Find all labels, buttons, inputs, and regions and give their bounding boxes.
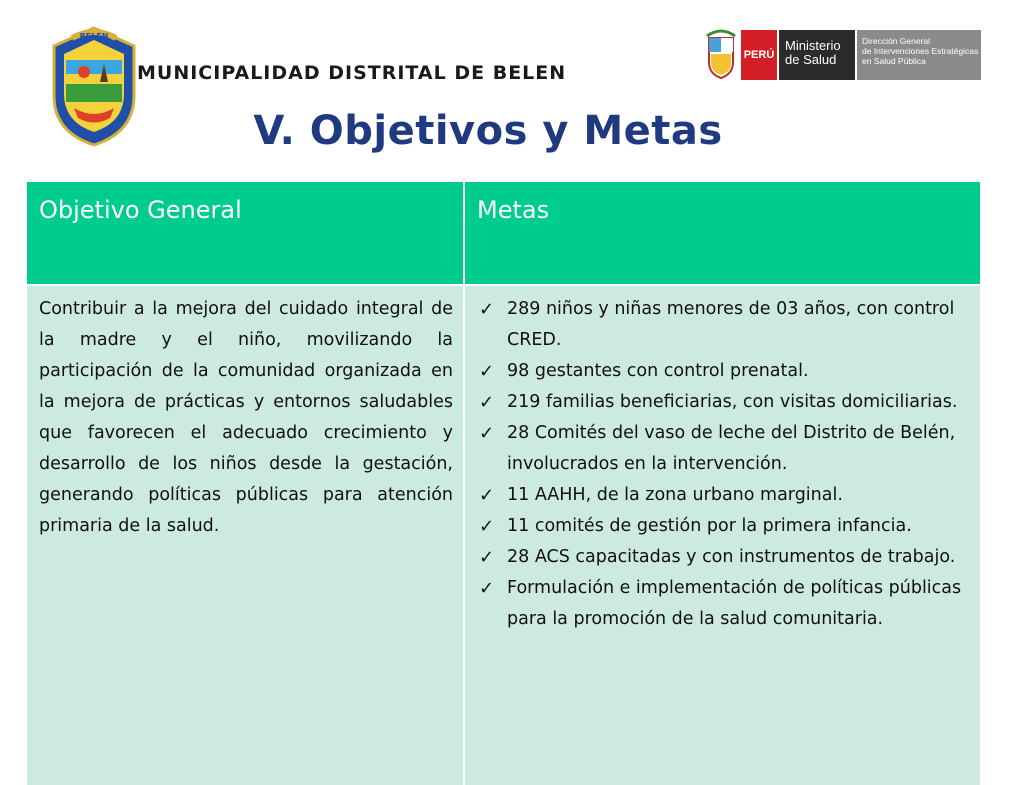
checkmark-icon: ✓ [479, 392, 495, 413]
goal-text: 11 comités de gestión por la primera infancia. [507, 516, 912, 536]
list-item [477, 418, 970, 480]
list-item [477, 542, 970, 573]
list-item [477, 294, 970, 356]
list-item [477, 511, 970, 542]
checkmark-icon: ✓ [479, 423, 495, 444]
goal-text: 28 Comités del vaso de leche del Distrito de Belén, involucrados en la intervención. [507, 423, 956, 474]
goal-text: Formulación e implementación de políticas públicas para la promoción de la salud comunitaria. [507, 578, 962, 629]
goal-text: 219 familias beneficiarias, con visitas domiciliarias. [507, 392, 958, 412]
municipality-name: MUNICIPALIDAD DISTRITAL DE BELEN [137, 62, 567, 84]
ministry-line-1: Ministerio [785, 38, 841, 53]
slide-title: V. Objetivos y Metas [253, 108, 723, 154]
directorate-line-2: de Intervenciones Estratégicas [862, 46, 979, 56]
svg-text:BELEN: BELEN [79, 32, 109, 41]
checkmark-icon: ✓ [479, 299, 495, 320]
slide-header [0, 0, 1024, 180]
checkmark-icon: ✓ [479, 361, 495, 382]
directorate-label [857, 30, 981, 80]
goals-cell [464, 285, 980, 785]
checkmark-icon: ✓ [479, 578, 495, 599]
peru-label: PERÚ [741, 30, 777, 80]
checkmark-icon: ✓ [479, 485, 495, 506]
checkmark-icon: ✓ [479, 547, 495, 568]
goal-text: 28 ACS capacitadas y con instrumentos de trabajo. [507, 547, 956, 567]
goal-text: 98 gestantes con control prenatal. [507, 361, 809, 381]
objective-text: Contribuir a la mejora del cuidado integral de la madre y el niño, movilizando la participación de la comunidad organizada en la mejora de prácticas y entornos saludables que favorecen el adecuado crecimiento y desarrollo de los niños desde la gestación, generando políticas públicas para atención primaria de la salud. [39, 299, 453, 536]
list-item [477, 573, 970, 635]
header-goals: Metas [464, 182, 980, 285]
header-objective: Objetivo General [27, 182, 464, 285]
goal-text: 289 niños y niñas menores de 03 años, con control CRED. [507, 299, 955, 350]
list-item [477, 356, 970, 387]
objective-cell [27, 285, 464, 785]
ministry-label [779, 30, 855, 80]
ministry-logos [705, 28, 981, 83]
list-item [477, 480, 970, 511]
checkmark-icon: ✓ [479, 516, 495, 537]
directorate-line-3: en Salud Pública [862, 56, 926, 66]
ministry-line-2: de Salud [785, 52, 837, 67]
peru-coat-of-arms-icon [705, 28, 737, 80]
directorate-line-1: Dirección General [862, 36, 931, 46]
goals-list [477, 294, 970, 635]
objectives-table [27, 182, 980, 785]
goal-text: 11 AAHH, de la zona urbano marginal. [507, 485, 843, 505]
table-row [27, 285, 980, 785]
list-item [477, 387, 970, 418]
table-header-row [27, 182, 980, 285]
